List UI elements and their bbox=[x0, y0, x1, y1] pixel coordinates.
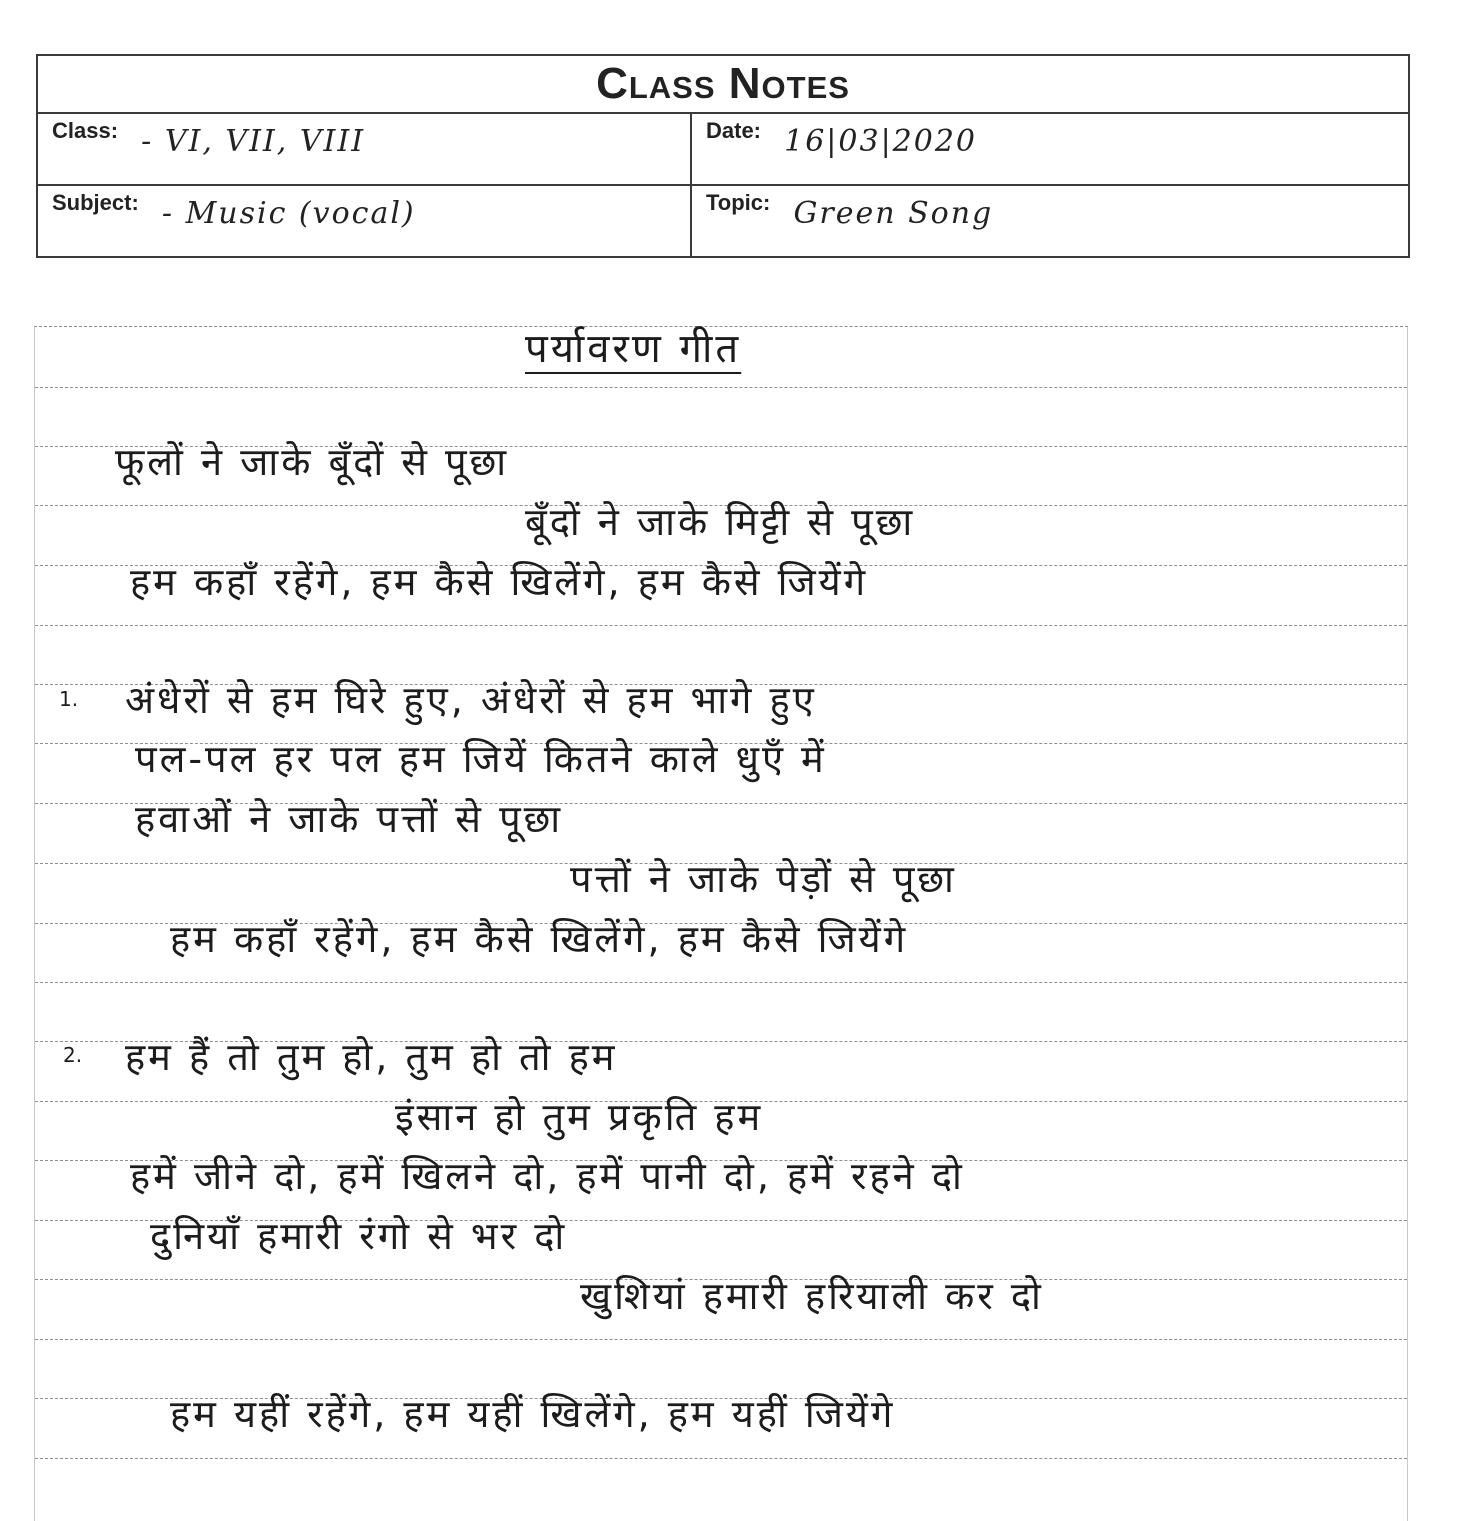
verse-number: 2. bbox=[63, 1043, 83, 1067]
verse-line: अंधेरों से हम घिरे हुए, अंधेरों से हम भागे हुए bbox=[125, 678, 817, 722]
ruled-line bbox=[35, 1458, 1407, 1459]
ruled-notes-area bbox=[34, 326, 1408, 1521]
date-value: 16|03|2020 bbox=[784, 124, 978, 159]
closing-line: हम यहीं रहेंगे, हम यहीं खिलेंगे, हम यहीं जियेंगे bbox=[170, 1392, 896, 1436]
header-title-row bbox=[38, 56, 1408, 114]
verse-line: हमें जीने दो, हमें खिलने दो, हमें पानी दो, हमें रहने दो bbox=[130, 1154, 965, 1198]
verse-line: दुनियाँ हमारी रंगो से भर दो bbox=[150, 1214, 568, 1258]
chorus-line: बूँदों ने जाके मिट्टी से पूछा bbox=[525, 500, 916, 544]
song-title: पर्यावरण गीत bbox=[525, 326, 742, 372]
verse-number: 1. bbox=[59, 687, 79, 711]
class-value: - VI, VII, VIII bbox=[141, 124, 366, 159]
chorus-line: फूलों ने जाके बूँदों से पूछा bbox=[115, 440, 510, 484]
subject-label: Subject: bbox=[52, 190, 139, 215]
subject-cell bbox=[38, 184, 692, 256]
class-label: Class: bbox=[52, 118, 119, 143]
date-cell bbox=[692, 112, 1408, 184]
verse-line: इंसान हो तुम प्रकृति हम bbox=[395, 1095, 764, 1139]
header-row-subject-topic bbox=[38, 184, 1408, 256]
verse-line: हम हैं तो तुम हो, तुम हो तो हम bbox=[125, 1035, 618, 1079]
subject-value: - Music (vocal) bbox=[161, 196, 416, 231]
topic-value: Green Song bbox=[793, 196, 994, 231]
ruled-line bbox=[35, 625, 1407, 626]
verse-line: खुशियां हमारी हरियाली कर दो bbox=[580, 1274, 1044, 1318]
class-notes-header bbox=[36, 54, 1410, 258]
ruled-line bbox=[35, 387, 1407, 388]
date-label: Date: bbox=[706, 118, 762, 143]
page-title: Class Notes bbox=[596, 59, 850, 108]
chorus-line: हम कहाँ रहेंगे, हम कैसे खिलेंगे, हम कैसे जियेंगे bbox=[130, 560, 869, 604]
topic-cell bbox=[692, 184, 1408, 256]
ruled-line bbox=[35, 982, 1407, 983]
class-cell bbox=[38, 112, 692, 184]
verse-line: पत्तों ने जाके पेड़ों से पूछा bbox=[570, 857, 957, 901]
verse-line: हवाओं ने जाके पत्तों से पूछा bbox=[135, 797, 564, 841]
header-row-class-date bbox=[38, 112, 1408, 186]
topic-label: Topic: bbox=[706, 190, 771, 215]
verse-line: हम कहाँ रहेंगे, हम कैसे खिलेंगे, हम कैसे जियेंगे bbox=[170, 917, 909, 961]
verse-line: पल-पल हर पल हम जियें कितने काले धुएँ में bbox=[135, 737, 827, 781]
ruled-line bbox=[35, 1339, 1407, 1340]
